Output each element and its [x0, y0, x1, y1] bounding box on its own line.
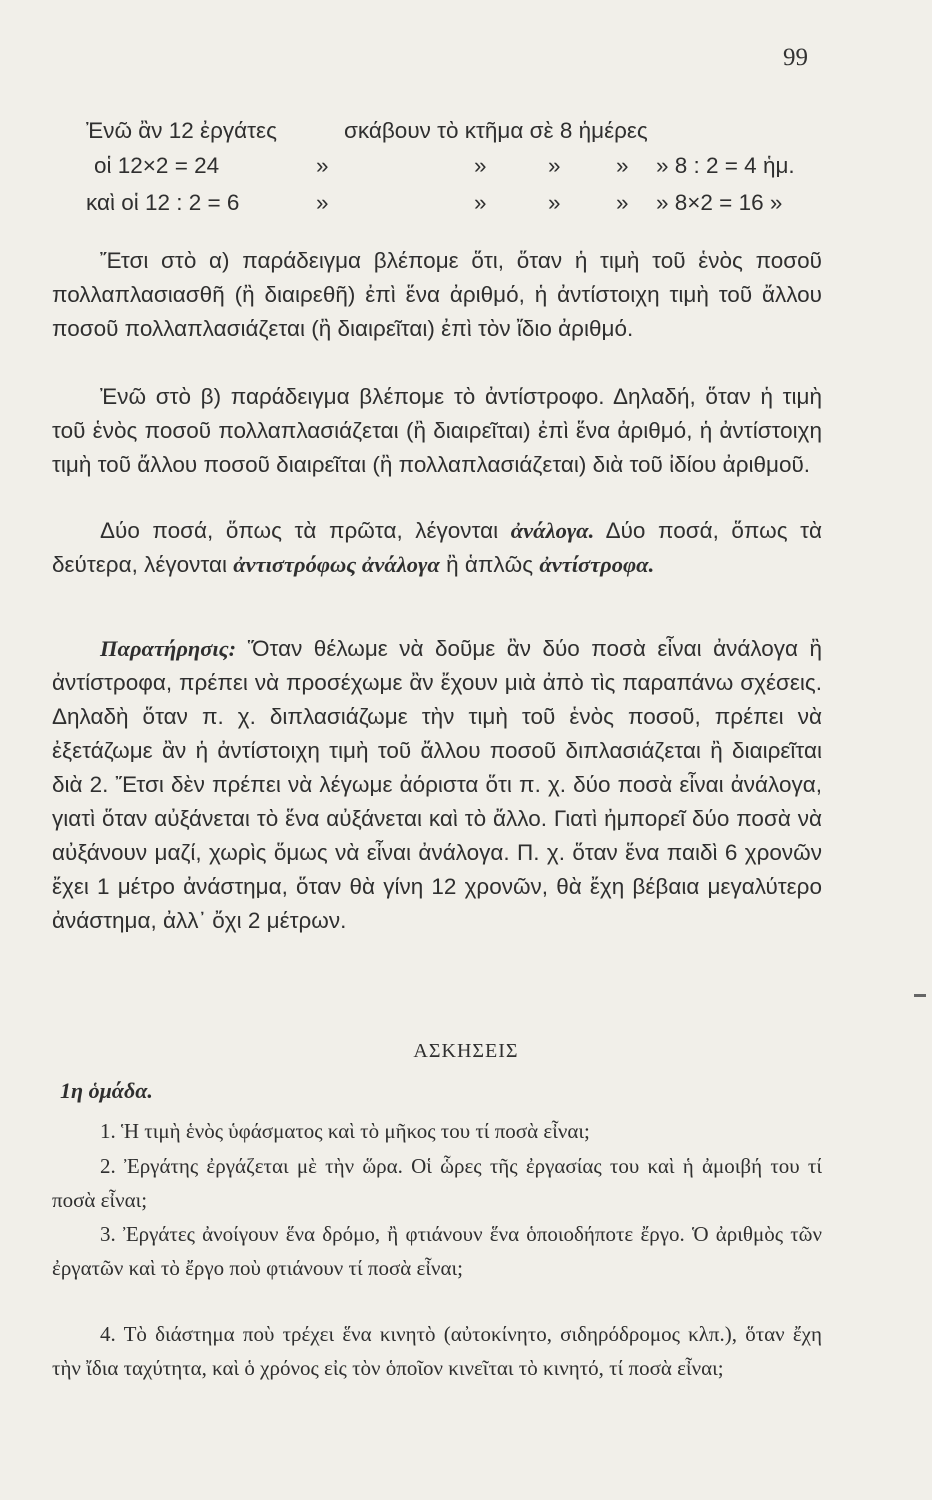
paragraph-remark — [52, 632, 822, 938]
ditto-mark: » — [616, 190, 629, 215]
ditto-mark: » — [474, 190, 487, 215]
exercise-group-title: 1η ὁμάδα. — [60, 1078, 153, 1103]
paragraph-2: Ἐνῶ στὸ β) παράδειγμα βλέπομε τὸ ἀντίστροφο. Δηλαδή, ὅταν ἡ τιμὴ τοῦ ἑνὸς ποσοῦ πολλαπλασιάζεται (ἢ διαιρεῖται) ἐπὶ ἕνα ἀριθμό, ἡ ἀντίστοιχη τιμὴ τοῦ ἄλλου ποσοῦ διαιρεῖται (ἢ πολλαπλασιάζεται) διὰ τοῦ ἰδίου ἀριθμοῦ. — [52, 384, 822, 477]
example-row-2 — [0, 149, 932, 183]
example-row-1 — [0, 114, 932, 148]
ditto-mark: » — [616, 153, 629, 178]
example-row-2-right: » 8 : 2 = 4 ἡμ. — [656, 153, 795, 178]
exercises-heading: ΑΣΚΗΣΕΙΣ — [413, 1040, 519, 1062]
ditto-mark: » — [316, 190, 329, 215]
exercise-item-3: 3. Ἐργάτες ἀνοίγουν ἕνα δρόμο, ἢ φτιάνουν ἕνα ὁποιοδήποτε ἔργο. Ὁ ἀριθμὸς τῶν ἐργατῶν καὶ τὸ ἔργο ποὺ φτιάνουν τί ποσὰ εἶναι; — [52, 1222, 822, 1280]
ditto-mark: » — [474, 153, 487, 178]
term-inverse: ἀντίστροφα. — [539, 552, 655, 577]
exercise-item-1: 1. Ἡ τιμὴ ἑνὸς ὑφάσματος καὶ τὸ μῆκος του τί ποσὰ εἶναι; — [100, 1119, 590, 1143]
example-row-1-right: σκάβουν τὸ κτῆμα σὲ 8 ἡμέρες — [344, 118, 648, 143]
ditto-mark: » — [548, 153, 561, 178]
remark-text: Ὅταν θέλωμε νὰ δοῦμε ἂν δύο ποσὰ εἶναι ἀνάλογα ἢ ἀντίστροφα, πρέπει νὰ προσέχωμε ἂν ἔχουν μιὰ ἀπὸ τὶς παραπάνω σχέσεις. Δηλαδὴ ὅταν π. χ. διπλασιάζωμε τὴν τιμὴ τοῦ ἑνὸς ποσοῦ, πρέπει νὰ ἐξετάζωμε ἂν ἡ ἀντίστοιχη τιμὴ τοῦ ἄλλου ποσοῦ διπλασιάζεται ἢ διαιρεῖται διὰ 2. Ἔτσι δὲν πρέπει νὰ λέγωμε ἀόριστα ὅτι π. χ. δύο ποσὰ εἶναι ἀνάλογα, γιατὶ ὅταν αὐξάνεται τὸ ἕνα αὐξάνεται καὶ τὸ ἄλλο. Γιατὶ ἠμπορεῖ δύο ποσὰ νὰ αὐξάνουν μαζί, χωρὶς ὅμως νὰ εἶναι ἀνάλογα. Π. χ. ὅταν ἕνα παιδὶ 6 χρονῶν ἔχει 1 μέτρο ἀνάστημα, ὅταν θὰ γίνη 12 χρονῶν, θὰ ἔχη βέβαια μεγαλύτερο ἀνάστημα, ἀλλ᾽ ὄχι 2 μέτρων. — [52, 636, 822, 933]
example-row-3 — [0, 186, 932, 220]
exercise-item-4: 4. Τὸ διάστημα ποὺ τρέχει ἕνα κινητὸ (αὐτοκίνητο, σιδηρόδρομος κλπ.), ὅταν ἔχη τὴν ἴδια ταχύτητα, καὶ ὁ χρόνος εἰς τὸν ὁποῖον κινεῖται τὸ κινητό, τί ποσὰ εἶναι; — [52, 1322, 822, 1380]
ditto-mark: » — [316, 153, 329, 178]
example-row-2-left: οἱ 12×2 = 24 — [94, 153, 220, 178]
exercise-item-2: 2. Ἐργάτης ἐργάζεται μὲ τὴν ὥρα. Οἱ ὧρες τῆς ἐργασίας του καὶ ἡ ἀμοιβή του τί ποσὰ εἶναι; — [52, 1154, 822, 1212]
example-row-3-right: » 8×2 = 16 » — [656, 190, 783, 215]
remark-label: Παρατήρησις: — [100, 636, 237, 661]
paragraph-1: Ἔτσι στὸ α) παράδειγμα βλέπομε ὅτι, ὅταν ἡ τιμὴ τοῦ ἑνὸς ποσοῦ πολλαπλασιασθῆ (ἢ διαιρεθῆ) ἐπὶ ἕνα ἀριθμό, ἡ ἀντίστοιχη τιμὴ τοῦ ἄλλου ποσοῦ πολλαπλασιάζεται (ἢ διαιρεῖται) ἐπὶ τὸν ἴδιο ἀριθμό. — [52, 248, 822, 341]
term-proportional: ἀνάλογα. — [510, 518, 595, 543]
paragraph-3-text: ἢ ἁπλῶς — [439, 552, 540, 577]
ditto-mark: » — [548, 190, 561, 215]
paragraph-3-text: Δύο ποσά, ὅπως τὰ πρῶτα, λέγονται — [100, 518, 511, 543]
margin-mark — [914, 994, 926, 997]
page-number: 99 — [783, 44, 808, 71]
term-inversely-proportional: ἀντιστρόφως ἀνάλογα — [233, 552, 440, 577]
paragraph-3-text: Δύο ποσά, ὅπως τὰ δεύτερα, λέγονται — [52, 518, 823, 577]
example-row-1-left: Ἐνῶ ἂν 12 ἐργάτες — [86, 118, 277, 143]
example-row-3-left: καὶ οἱ 12 : 2 = 6 — [86, 190, 240, 215]
paragraph-3 — [52, 514, 822, 582]
